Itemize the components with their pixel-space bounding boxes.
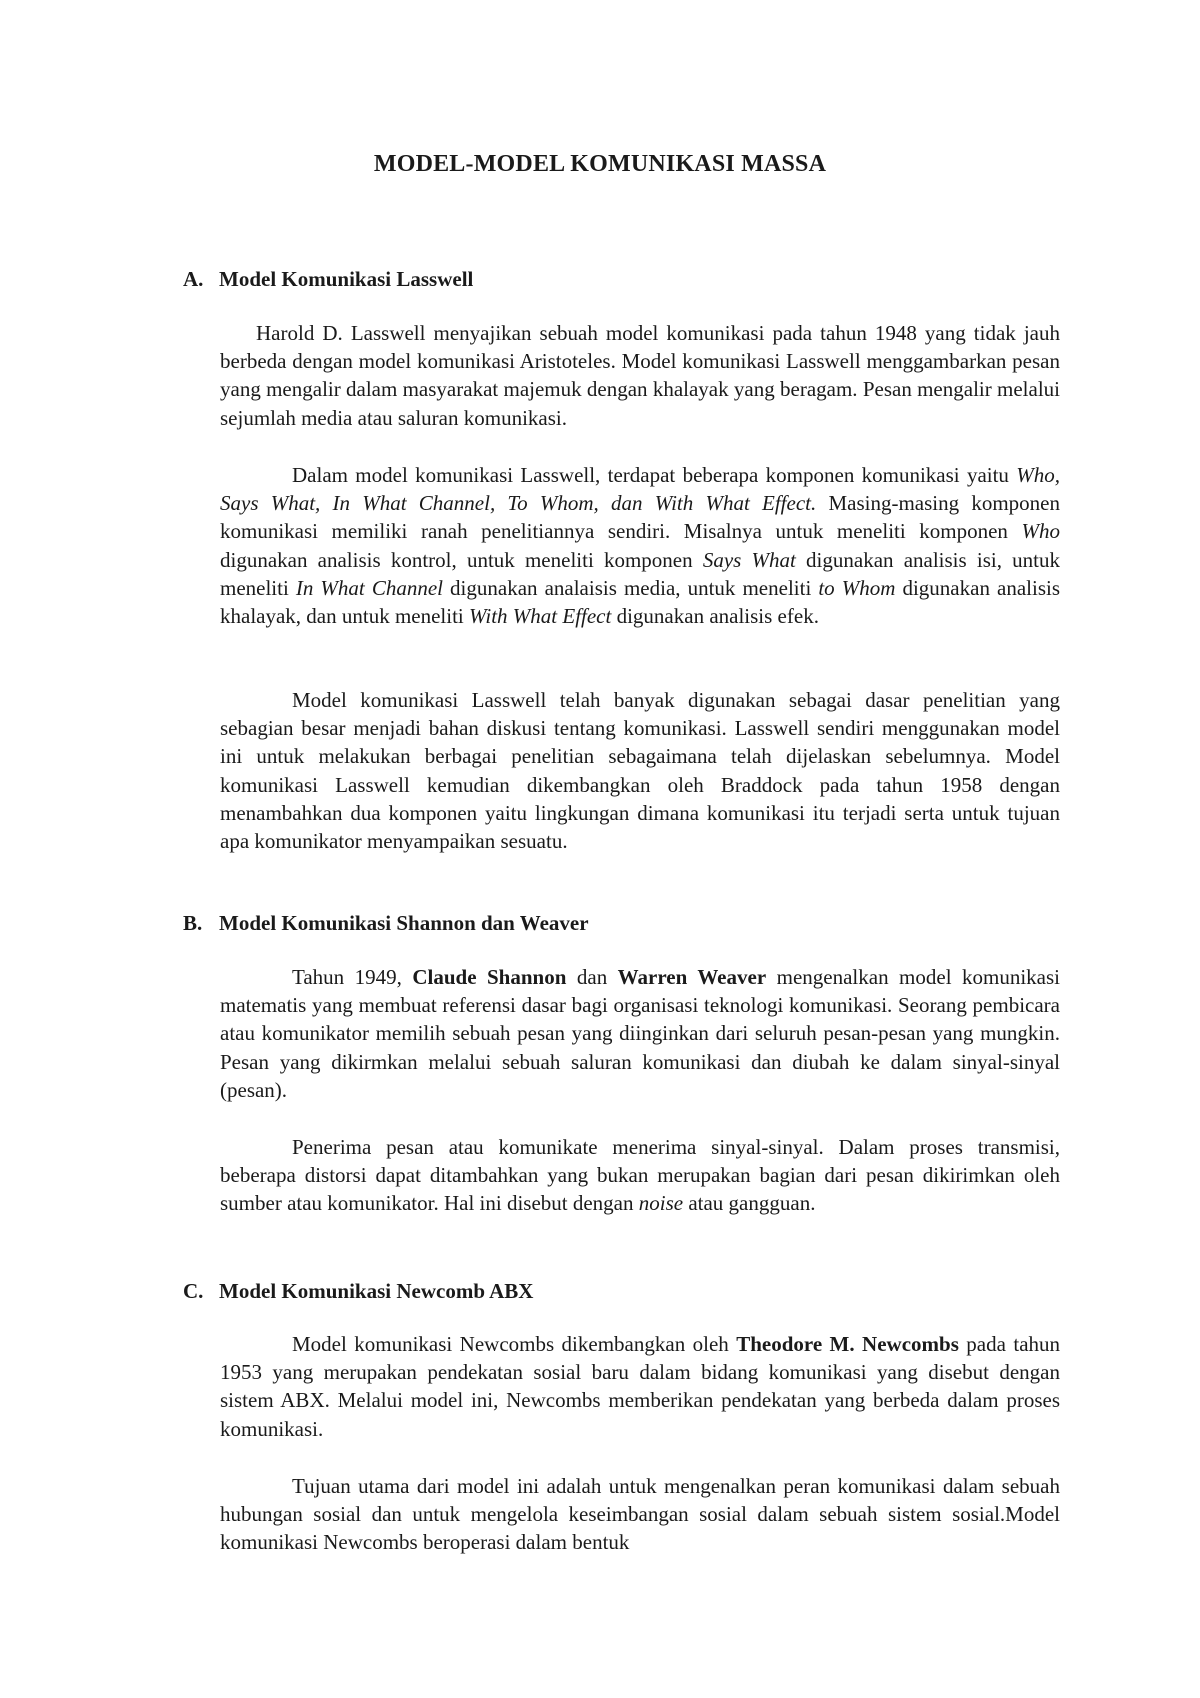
paragraph — [220, 1133, 1060, 1218]
section-heading-c — [183, 1277, 533, 1305]
bold-name: Theodore M. Newcombs — [736, 1332, 959, 1356]
section-title: Model Komunikasi Lasswell — [219, 267, 474, 291]
italic-term: With What Effect — [469, 604, 612, 629]
italic-term: Says What — [702, 547, 796, 572]
text-run: digunakan analisis efek. — [611, 604, 819, 629]
italic-term: noise — [638, 1191, 684, 1216]
paragraph — [220, 1330, 1060, 1443]
text-run: dan — [566, 965, 618, 989]
text-run: Tujuan utama dari model ini adalah untuk mengenalkan peran komunikasi dalam sebuah hubungan sosial dan untuk mengelola keseimbangan sosial dalam sebuah sistem sosial.Model komunikasi Newcombs beroperasi dalam bentuk — [220, 1474, 1060, 1555]
italic-term: to Whom — [818, 575, 896, 600]
bold-name: Warren Weaver — [617, 965, 767, 989]
text-run: digunakan analisis kontrol, untuk meneliti komponen — [220, 547, 703, 572]
italic-term: Who — [1021, 519, 1060, 544]
document-title: MODEL-MODEL KOMUNIKASI MASSA — [373, 151, 827, 177]
text-run: digunakan analaisis media, untuk meneliti — [442, 575, 819, 600]
paragraph — [220, 319, 1060, 432]
paragraph — [220, 963, 1060, 1104]
section-letter: C. — [183, 1279, 204, 1303]
section-heading-a — [183, 265, 473, 293]
text-run: Masing-masing komponen komunikasi memiliki ranah penelitiannya sendiri. Misalnya untuk meneliti komponen — [220, 491, 1060, 544]
text-run: digunakan analisis isi, untuk meneliti — [220, 547, 1060, 600]
text-run: pada tahun 1953 yang merupakan pendekatan sosial baru dalam bidang komunikasi yang disebut dengan sistem ABX. Melalui model ini, Newcombs memberikan pendekatan yang berbeda dalam proses komunikasi. — [220, 1332, 1061, 1441]
section-letter: A. — [183, 267, 204, 291]
italic-term: In What Channel — [295, 575, 443, 600]
text-run: Harold D. Lasswell menyajikan sebuah model komunikasi pada tahun 1948 yang tidak jauh berbeda dengan model komunikasi Aristoteles. Model komunikasi Lasswell menggambarkan pesan yang mengalir dalam masyarakat majemuk dengan khalayak yang beragam. Pesan mengalir melalui sejumlah media atau saluran komunikasi. — [220, 321, 1060, 430]
italic-term: Who, Says What, In What Channel, To Whom, dan With What Effect. — [220, 463, 1060, 516]
text-run: Model komunikasi Newcombs dikembangkan oleh — [292, 1332, 737, 1356]
text-run: digunakan analisis khalayak, dan untuk meneliti — [220, 575, 1060, 629]
section-title: Model Komunikasi Shannon dan Weaver — [219, 911, 589, 935]
bold-name: Claude Shannon — [412, 965, 567, 989]
paragraph — [220, 1472, 1060, 1557]
text-run: Penerima pesan atau komunikate menerima sinyal-sinyal. Dalam proses transmisi, beberapa distorsi dapat ditambahkan yang bukan merupakan bagian dari pesan dikirimkan oleh sumber atau komunikator. Hal ini disebut dengan — [220, 1135, 1060, 1216]
text-run: Tahun 1949, — [292, 965, 413, 989]
paragraph — [220, 686, 1060, 855]
section-letter: B. — [183, 911, 203, 935]
section-heading-b — [183, 909, 589, 937]
text-run: Model komunikasi Lasswell telah banyak digunakan sebagai dasar penelitian yang sebagian besar menjadi bahan diskusi tentang komunikasi. Lasswell sendiri menggunakan model ini untuk melakukan berbagai penelitian sebagaimana telah dijelaskan sebelumnya. Model komunikasi Lasswell kemudian dikembangkan oleh Braddock pada tahun 1958 dengan menambahkan dua komponen yaitu lingkungan dimana komunikasi itu terjadi serta untuk tujuan apa komunikator menyampaikan sesuatu. — [220, 688, 1060, 854]
section-title: Model Komunikasi Newcomb ABX — [219, 1279, 534, 1303]
text-run: mengenalkan model komunikasi matematis yang membuat referensi dasar bagi organisasi teknologi komunikasi. Seorang pembicara atau komunikator memilih sebuah pesan yang diinginkan dari seluruh pesan-pesan yang mungkin. Pesan yang dikirmkan melalui sebuah saluran komunikasi dan diubah ke dalam sinyal-sinyal (pesan). — [220, 965, 1060, 1102]
paragraph — [220, 461, 1060, 630]
text-run: atau gangguan. — [683, 1191, 816, 1216]
text-run: Dalam model komunikasi Lasswell, terdapat beberapa komponen komunikasi yaitu — [292, 463, 1017, 487]
